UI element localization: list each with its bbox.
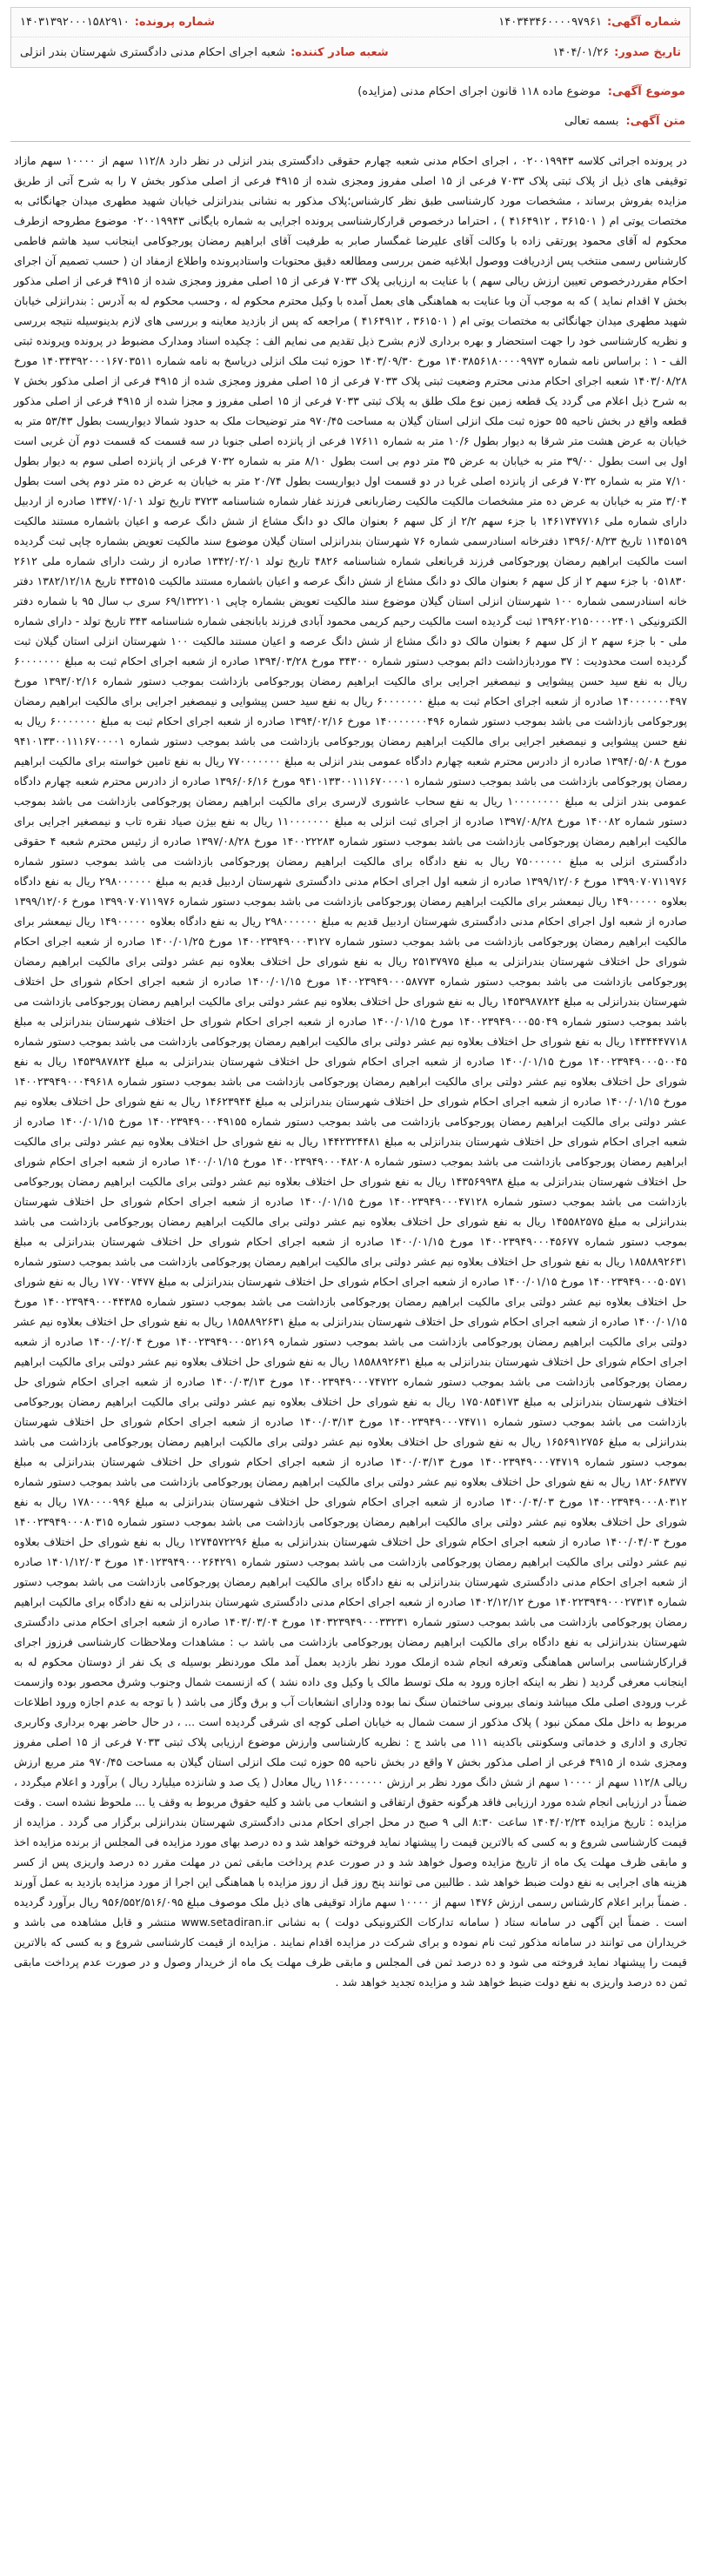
notice-meta <box>10 77 691 136</box>
subject-row <box>10 77 691 106</box>
text-row <box>10 106 691 136</box>
basmala: بسمه تعالی <box>564 114 619 128</box>
notice-header <box>10 7 691 68</box>
text-label: متن آگهی: <box>625 114 685 128</box>
notice-number-label: شماره آگهی: <box>606 16 681 29</box>
notice-number-field <box>498 16 681 29</box>
notice-number-value: ۱۴۰۳۴۳۴۶۰۰۰۰۹۷۹۶۱ <box>498 16 602 29</box>
subject-value: موضوع ماده ۱۱۸ قانون اجرای احکام مدنی (مزایده) <box>357 84 601 98</box>
issue-date-value: ۱۴۰۴/۰۱/۲۶ <box>552 45 610 59</box>
notice-body-text: در پرونده اجرائی کلاسه ۰۲۰۰۱۹۹۴۳ ، اجرای احکام مدنی شعبه چهارم حقوقی دادگستری بندر انزلی در نظر دارد ۱۱۲/۸ سهم از ۱۰۰۰۰ سهم مازاد توقیفی های ذیل از پلاک ثبتی پلاک ۷۰۳۳ فرعی از ۱۵ اصلی مفروز ومجزی شده از ۴۹۱۵ فرعی از اصلی مذکور بخش ۷ را به شرح آتی از طریق مزایده بفروش برساند ، مشخصات مورد کارشناسی طبق نظر کارشناس؛پلاک مذکور به نشانی بندرانزلی خیابان شهید مطهری میدان جهانگائی به مختصات یوتی ام ( ۳۶۱۵۰۱ ، ۴۱۶۴۹۱۲ ) ، احتراما درخصوص قرارکارشناسی پرونده اجرایی به شماره بایگانی ۰۲۰۰۱۹۹۴۳ موضوع مطروحه ازطرف محکوم له آقای محمود پورتقی زاده با وکالت آقای علیرضا غمگسار صابر به طرفیت آقای ابراهیم رمضان پورجوکامی اینجانب سید هاشم فاطمی کارشناس رسمی منتخب پس ازدریافت ووصول ابلاغیه ضمن بررسی ومطالعه دقیق محتویات واستادپرونده واطلاع ازمفاد ان ( حسب تصمیم آن اجرای احکام مقرردرخصوص تعیین ارزش ریالی سهم ) با عنایت به ارزیابی پلاک ۷۰۳۳ فرعی از ۱۵ اصلی مفروز ومجزی شده از ۴۹۱۵ فرعی از اصلی مذکور بخش ۷ اقدام نماید ) که به موجب آن وبا عنایت به هماهنگی های بعمل آمده با وکیل محترم محکوم له ، وحسب محکوم له به آدرس : بندرانزلی خیابان شهید مطهری میدان جهانگائی به مختصات یوتی ام ( ۳۶۱۵۰۱ ، ۴۱۶۴۹۱۲ ) مراجعه که پس از بازدید معاینه و بررسی های لازم بدینوسیله نتیجه بررسی و نظریه کارشناسی خود را جهت استحضار و بهره برداری لازم بشرح ذیل تقدیم می نمایم الف : چکیده اسناد ومدارک مضبوط در پرونده وپرونده ثبتی الف - ۱ : براساس نامه شماره ۱۴۰۳۸۵۶۱۸۰۰۰۰۹۹۷۳ مورخ ۱۴۰۳/۰۹/۳۰ حوزه ثبت ملک انزلی دریاسخ به نامه شماره ۱۴۰۳۴۳۹۲۰۰۰۱۶۷۰۳۵۱۱ مورخ ۱۴۰۳/۰۸/۲۸ شعبه اجرای احکام مدنی محترم وضعیت ثبتی پلاک ۷۰۳۳ فرعی از ۱۵ اصلی مفروز ومجزی شده از ۴۹۱۵ فرعی از اصلی مذکور بخش ۷ به شرح ذیل اعلام می گردد یک قطعه زمین نوع ملک طلق به پلاک ثبتی ۷۰۳۳ فرعی از ۱۵ اصلی مفروز و مجزا شده از ۴۹۱۵ فرعی از اصلی مذکور قطعه واقع در بخش ناحیه ۵۵ حوزه ثبت ملک انزلی استان گیلان به مساحت ۹۷۰/۴۵ متر توضیحات ملک به حدود شمالا دیواریست بطول ۵۳/۴۳ متر به خیابان به عرض هشت متر شرقا به دیوار بطول ۱۰/۶ متر به شماره ۱۷۶۱۱ فرعی از پانزده اصلی جنوبا در سه قسمت که قسمت دوم آن غربی است اول بی است بطول ۳۹/۰۰ متر به خیابان به عرض ۳۵ متر دوم بی است بطول ۸/۱۰ متر به شماره ۷۰۳۲ فرعی از پانزده اصلی سوم به دیوار بطول ۷/۱۰ متر به شماره ۷۰۳۲ فرعی از پانزده اصلی غربا در دو قسمت اول دیواریست بطول ۲۰/۷۴ متر به خیابان به عرض ده متر دوم پخی است بطول ۳/۰۴ متر به خیابان به عرض ده متر مشخصات مالکیت مالکیت رضاربانعی فرزند غفار شماره شناسنامه ۳۷۲۳ تاریخ تولد ۱۳۴۷/۰۱/۰۱ صادره از اردبیل دارای شماره ملی ۱۴۶۱۷۴۷۷۱۶ با جزء سهم ۲/۲ از کل سهم ۶ بعنوان مالک دو دانگ مشاع از شش دانگ عرصه و اعیان باشماره مستند مالکیت ۱۱۴۵۱۵۹ تاریخ ۱۳۹۶/۰۸/۲۳ دفترخانه اسنادرسمی شماره ۷۶ شهرستان بندرانزلی استان گیلان موضوع سند مالکیت تعویض بشماره چاپی ثبت گردیده است مالکیت ابراهیم رمضان پورجوکامی فرزند قربانعلی شماره شناسنامه ۴۸۲۶ تاریخ تولد ۱۳۴۲/۰۲/۰۱ صادره از رشت دارای شماره ملی ۲۶۱۲ ۰۵۱۸۳۰ با جزء سهم ۲ از کل سهم ۶ بعنوان مالک دو دانگ مشاع از شش دانگ عرصه و اعیان باشماره مستند مالکیت ۴۳۴۵۱۵ تاریخ ۱۳۸۲/۱۲/۱۸ دفتر خانه اسنادرسمی شماره ۱۰۰ شهرستان انزلی استان گیلان موضوع سند مالکیت تعویض بشماره چاپی ۶۹/۱۳۲۲۱۰۱ سری ب سال ۹۵ با شماره دفتر الکترونیکی ۱۳۹۶۲۰۲۱۵۰۰۰۰۲۴۰۱ ثبت گردیده است مالکیت رحیم کریمی محمود آبادی فرزند بابانجفی شماره شناسنامه ۳۴۳ تاریخ تولد - دارای شماره ملی - با جزء سهم ۲ از کل سهم ۶ بعنوان مالک دو دانگ مشاع از شش دانگ عرصه و اعیان مستند مالکیت ۱۰۰ شهرستان انزلی استان گیلان ثبت گردیده است محدودیت : ۳۷ موردبازداشت دائم بموجب دستور شماره ۳۴۳۰۰ مورخ ۱۳۹۴/۰۳/۲۸ صادره از شعبه اجرای احکام ثبت به مبلغ ۶۰۰۰۰۰۰۰ ریال به نفع سید حسن پیشوایی و نیمصغیر اجرایی برای مالکیت ابراهیم رمضان پورجوکامی بازداشت بموجب دستور شماره ۱۳۹۳/۰۲/۱۶ مورخ ۱۴۰۰۰۰۰۰۰۴۹۷ صادره از شعبه اجرای احکام ثبت به مبلغ ۶۰۰۰۰۰۰۰ ریال به نفع سید حسن پیشوایی و نیمصغیر اجرایی برای مالکیت ابراهیم رمضان پورجوکامی بازداشت می باشد بموجب دستور شماره ۱۴۰۰۰۰۰۰۰۴۹۶ مورخ ۱۳۹۴/۰۲/۱۶ صادره از شعبه اجرای احکام ثبت به مبلغ ۶۰۰۰۰۰۰۰ ریال به نفع حسن پیشوایی و نیمصغیر اجرایی برای مالکیت ابراهیم رمضان پورجوکامی بازداشت می باشد بموجب دستور شماره ۹۴۱۰۱۳۳۰۰۱۱۱۶۷۰۰۰۰۱ مورخ ۱۳۹۴/۰۵/۰۸ صادره از دادرس محترم شعبه چهارم دادگاه عمومی بندر انزلی به مبلغ ۷۷۰۰۰۰۰۰۰ ریال به نفع تامین خواسته برای مالکیت ابراهیم رمضان پورجوکامی بازداشت می باشد بموجب دستور شماره ۹۴۱۰۱۳۳۰۰۱۱۱۶۷۰۰۰۰۱ مورخ ۱۳۹۶/۰۶/۱۶ صادره از دادرس محترم شعبه چهارم دادگاه عمومی بندر انزلی به مبلغ ۱۰۰۰۰۰۰۰۰ ریال به نفع سحاب عاشوری لارسری برای مالکیت ابراهیم رمضان پورجوکامی بازداشت می باشد بموجب دستور شماره ۱۴۰۰۸۲ مورخ ۱۳۹۷/۰۸/۲۸ صادره از اجرای ثبت انزلی به مبلغ ۱۱۰۰۰۰۰۰۰ ریال به نفع بیژن صیاد نقره تاب و نیمصغیر اجرایی برای مالکیت ابراهیم رمضان پورجوکامی بازداشت می باشد بموجب دستور شماره ۱۴۰۰۲۲۲۸۳ مورخ ۱۳۹۷/۰۸/۲۸ صادره از رئیس محترم شعبه ۴ حقوقی دادگستری انزلی به مبلغ ۷۵۰۰۰۰۰۰ ریال به نفع دادگاه برای مالکیت ابراهیم رمضان پورجوکامی بازداشت می باشد بموجب دستور شماره ۱۳۹۹۰۷۰۷۱۱۹۷۶ مورخ ۱۳۹۹/۱۲/۰۶ صادره از شعبه اول اجرای احکام مدنی دادگستری شهرستان اردبیل قدیم به مبلغ ۲۹۸۰۰۰۰۰۰ ریال به نفع دادگاه بعلاوه ۱۴۹۰۰۰۰۰ ریال نیمعشر برای مالکیت ابراهیم رمضان پورجوکامی بازداشت می باشد بموجب دستور شماره ۱۳۹۹۰۷۰۷۱۱۹۷۶ مورخ ۱۳۹۹/۱۲/۰۶ صادره از شعبه اول اجرای احکام مدنی دادگستری شهرستان اردبیل قدیم به مبلغ ۲۹۸۰۰۰۰۰۰ ریال به نفع دادگاه بعلاوه ۱۴۹۰۰۰۰۰ ریال نیمعشر برای مالکیت ابراهیم رمضان پورجوکامی بازداشت می باشد بموجب دستور شماره ۱۴۰۰۲۳۹۴۹۰۰۰۳۱۲۷ مورخ ۱۴۰۰/۰۱/۲۵ صادره از شعبه اجرای احکام شورای حل اختلاف شهرستان بندرانزلی به مبلغ ۲۵۱۳۷۹۷۵ ریال به نفع شورای حل اختلاف بعلاوه نیم عشر دولتی برای مالکیت ابراهیم رمضان پورجوکامی بازداشت می باشد بموجب دستور شماره ۱۴۰۰۲۳۹۴۹۰۰۰۵۸۷۷۳ مورخ ۱۴۰۰/۰۱/۱۵ صادره از شعبه اجرای احکام شورای حل اختلاف شهرستان بندرانزلی به مبلغ ۱۴۵۳۹۸۷۸۲۴ ریال به نفع شورای حل اختلاف بعلاوه نیم عشر دولتی برای مالکیت ابراهیم رمضان پورجوکامی بازداشت می باشد بموجب دستور شماره ۱۴۰۰۲۳۹۴۹۰۰۰۵۵۰۴۹ مورخ ۱۴۰۰/۰۱/۱۵ صادره از شعبه اجرای احکام شورای حل اختلاف شهرستان بندرانزلی به مبلغ ۱۴۳۴۴۴۷۷۱۸ ریال به نفع شورای حل اختلاف بعلاوه نیم عشر دولتی برای مالکیت ابراهیم رمضان پورجوکامی بازداشت می باشد بموجب دستور شماره ۱۴۰۰۲۳۹۴۹۰۰۰۵۰۰۴۵ مورخ ۱۴۰۰/۰۱/۱۵ صادره از شعبه اجرای احکام شورای حل اختلاف شهرستان بندرانزلی به مبلغ ۱۴۵۳۹۸۷۸۲۴ ریال به نفع شورای حل اختلاف بعلاوه نیم عشر دولتی برای مالکیت ابراهیم رمضان پورجوکامی بازداشت می باشد بموجب دستور شماره ۱۴۰۰۲۳۹۴۹۰۰۰۴۹۶۱۸ مورخ ۱۴۰۰/۰۱/۱۵ صادره از شعبه اجرای احکام شورای حل اختلاف شهرستان بندرانزلی به مبلغ ۱۴۶۲۳۹۴۴ ریال به نفع شورای حل اختلاف بعلاوه نیم عشر دولتی برای مالکیت ابراهیم رمضان پورجوکامی بازداشت می باشد بموجب دستور شماره ۱۴۰۰۲۳۹۴۹۰۰۰۴۹۱۵۵ مورخ ۱۴۰۰/۰۱/۱۵ صادره از شعبه اجرای احکام شورای حل اختلاف شهرستان بندرانزلی به مبلغ ۱۴۴۲۳۲۴۴۸۱ ریال به نفع شورای حل اختلاف بعلاوه نیم عشر دولتی برای مالکیت ابراهیم رمضان پورجوکامی بازداشت می باشد بموجب دستور شماره ۱۴۰۰۲۳۹۴۹۰۰۰۴۸۲۰۸ مورخ ۱۴۰۰/۰۱/۱۵ صادره از شعبه اجرای احکام شورای حل اختلاف شهرستان بندرانزلی به مبلغ ۱۴۳۵۶۹۹۳۸ ریال به نفع شورای حل اختلاف بعلاوه نیم عشر دولتی برای مالکیت ابراهیم رمضان پورجوکامی بازداشت می باشد بموجب دستور شماره ۱۴۰۰۲۳۹۴۹۰۰۰۴۷۱۲۸ مورخ ۱۴۰۰/۰۱/۱۵ صادره از شعبه اجرای احکام شورای حل اختلاف شهرستان بندرانزلی به مبلغ ۱۴۵۵۸۲۵۷۵ ریال به نفع شورای حل اختلاف بعلاوه نیم عشر دولتی برای مالکیت ابراهیم رمضان پورجوکامی بازداشت می باشد بموجب دستور شماره ۱۴۰۰۲۳۹۴۹۰۰۰۴۵۶۷۷ مورخ ۱۴۰۰/۰۱/۱۵ صادره از شعبه اجرای احکام شورای حل اختلاف شهرستان بندرانزلی به مبلغ ۱۸۵۸۸۹۲۶۳۱ ریال به نفع شورای حل اختلاف بعلاوه نیم عشر دولتی برای مالکیت ابراهیم رمضان پورجوکامی بازداشت می باشد بموجب دستور شماره ۱۴۰۰۲۳۹۴۹۰۰۰۵۰۵۷۱ مورخ ۱۴۰۰/۰۱/۱۵ صادره از شعبه اجرای احکام شورای حل اختلاف شهرستان بندرانزلی به مبلغ ۱۷۷۰۰۷۴۷۷ ریال به نفع شورای حل اختلاف بعلاوه نیم عشر دولتی برای مالکیت ابراهیم رمضان پورجوکامی بازداشت می باشد بموجب دستور شماره ۱۴۰۰۲۳۹۴۹۰۰۰۴۴۳۸۵ مورخ ۱۴۰۰/۰۱/۱۵ صادره از شعبه اجرای احکام شورای حل اختلاف شهرستان بندرانزلی به مبلغ ۱۸۵۸۸۹۲۶۳۱ ریال به نفع شورای حل اختلاف بعلاوه نیم عشر دولتی برای مالکیت ابراهیم رمضان پورجوکامی بازداشت می باشد بموجب دستور شماره ۱۴۰۰۲۳۹۴۹۰۰۰۵۲۱۶۹ مورخ ۱۴۰۰/۰۲/۰۴ صادره از شعبه اجرای احکام شورای حل اختلاف شهرستان بندرانزلی به مبلغ ۱۸۵۸۸۹۲۶۳۱ ریال به نفع شورای حل اختلاف بعلاوه نیم عشر دولتی برای مالکیت ابراهیم رمضان پورجوکامی بازداشت می باشد بموجب دستور شماره ۱۴۰۰۲۳۹۴۹۰۰۰۷۴۷۲۲ مورخ ۱۴۰۰/۰۳/۱۳ صادره از شعبه اجرای احکام شورای حل اختلاف شهرستان بندرانزلی به مبلغ ۱۷۵۰۸۵۴۱۷۳ ریال به نفع شورای حل اختلاف بعلاوه نیم عشر دولتی برای مالکیت ابراهیم رمضان پورجوکامی بازداشت می باشد بموجب دستور شماره ۱۴۰۰۲۳۹۴۹۰۰۰۷۴۷۱۱ مورخ ۱۴۰۰/۰۳/۱۳ صادره از شعبه اجرای احکام شورای حل اختلاف شهرستان بندرانزلی به مبلغ ۱۶۵۶۹۱۲۷۵۶ ریال به نفع شورای حل اختلاف بعلاوه نیم عشر دولتی برای مالکیت ابراهیم رمضان پورجوکامی بازداشت می باشد بموجب دستور شماره ۱۴۰۰۲۳۹۴۹۰۰۰۷۴۷۱۹ مورخ ۱۴۰۰/۰۳/۱۳ صادره از شعبه اجرای احکام شورای حل اختلاف شهرستان بندرانزلی به مبلغ ۱۸۲۰۶۸۳۷۷ ریال به نفع شورای حل اختلاف بعلاوه نیم عشر دولتی برای مالکیت ابراهیم رمضان پورجوکامی بازداشت می باشد بموجب دستور شماره ۱۴۰۰۲۳۹۴۹۰۰۰۸۰۳۱۲ مورخ ۱۴۰۰/۰۴/۰۳ صادره از شعبه اجرای احکام شورای حل اختلاف شهرستان بندرانزلی به مبلغ ۱۷۸۰۰۰۰۹۹۶ ریال به نفع شورای حل اختلاف بعلاوه نیم عشر دولتی برای مالکیت ابراهیم رمضان پورجوکامی بازداشت می باشد بموجب دستور شماره ۱۴۰۰۲۳۹۴۹۰۰۰۸۰۳۱۵ مورخ ۱۴۰۰/۰۴/۰۳ صادره از شعبه اجرای احکام شورای حل اختلاف شهرستان بندرانزلی به مبلغ ۱۲۷۴۵۷۲۲۹۶ ریال به نفع شورای حل اختلاف بعلاوه نیم عشر دولتی برای مالکیت ابراهیم رمضان پورجوکامی بازداشت می باشد بموجب دستور شماره ۱۴۰۱۲۳۹۴۹۰۰۰۲۶۴۲۹۱ مورخ ۱۴۰۱/۱۲/۰۳ صادره از شعبه اجرای احکام مدنی دادگستری شهرستان بندرانزلی به نفع دادگاه برای مالکیت ابراهیم رمضان پورجوکامی بازداشت می باشد بموجب دستور شماره ۱۴۰۲۲۳۹۴۹۰۰۰۲۷۳۱۴ مورخ ۱۴۰۲/۱۲/۱۲ صادره از شعبه اجرای احکام مدنی دادگستری شهرستان بندرانزلی به نفع دادگاه برای مالکیت ابراهیم رمضان پورجوکامی بازداشت می باشد بموجب دستور شماره ۱۴۰۳۲۳۹۴۹۰۰۰۳۳۲۳۱ مورخ ۱۴۰۳/۰۳/۰۴ صادره از شعبه اجرای احکام مدنی دادگستری شهرستان بندرانزلی به نفع دادگاه برای مالکیت ابراهیم رمضان پورجوکامی بازداشت می باشد ب : مشاهدات وملاحظات کارشناسی فرزوز اجرای قرارکارشناسی براساس هماهنگی وتعرفه انجام شده ازملک مورد نظر بازدید بعمل آمد ملک موردنظر بوسیله ی یک نفر از دوستان محکوم له به اینجانب معرفی گردید ( نظر به اینکه اجازه ورود به ملک توسط مالک یا وکیل وی داده نشد ) که ازنسمت شمال وجنوب وشرق محصور بوده وازسمت غرب ورودی اصلی ملک میباشد ونمای بیرونی ساختمان سنگ نما بوده ودارای انشعابات آب و برق وگاز می باشد ( با توجه به عدم اجازه ورود اطلاعات مربوط به داخل ملک ممکن نبود ) پلاک مذکور از سمت شمال به خیابان اصلی کوچه ای شرقی گردیده است ... ، در حال حاضر بهره برداری وکاربری تجاری و اداری و خدماتی وسکونتی باکدینه ۱۱۱ می باشد ج : نظریه کارشناسی وارزش موضوع ارزیابی پلاک ثبتی ۷۰۳۳ فرعی از ۱۵ اصلی مفروز ومجزی شده از ۴۹۱۵ فرعی از اصلی مذکور بخش ۷ واقع در بخش ناحیه ۵۵ حوزه ثبت ملک انزلی استان گیلان به مساحت ۹۷۰/۴۵ متر مربع ارزش ریالی ۱۱۲/۸ سهم از ۱۰۰۰۰ سهم از شش دانگ مورد نظر بر ارزش ۱۱۶۰۰۰۰۰۰۰ ریال معادل ( یک صد و شانزده میلیارد ریال ) برآورد و اعلام میگردد ، ضمناً در ارزیابی انجام شده مورد ارزیابی فاقد هرگونه حقوق ارتفاقی و انشعاب می باشد و کلیه حقوق مربوط به وقف یا ... ملحوظ نشده است . وقت مزایده : تاریخ مزایده ۱۴۰۴/۰۲/۲۴ ساعت ۸:۳۰ الی ۹ صبح در محل اجرای احکام مدنی دادگستری شهرستان بندرانزلی برگزار می گردد . مزایده از قیمت کارشناسی شروع و به کسی که بالاترین قیمت را پیشنهاد نماید فروخته خواهد شد و ده درصد بهای مورد مزایده فی المجلس از برنده مزایده اخذ و مابقی ظرف مهلت یک ماه از تاریخ مزایده وصول خواهد شد و در صورت عدم پرداخت مابقی ثمن در مهلت مقرر ده درصد واریزی پس از کسر هزینه های اجرایی به نفع دولت ضبط خواهد شد . طالبین می توانند پنج روز قبل از روز مزایده با هماهنگی این اجرا از مورد مزایده بازدید به عمل آورند . ضمناً برابر اعلام کارشناس رسمی ارزش ۱۴۷۶ سهم از ۱۰۰۰۰ سهم مازاد توقیفی های ذیل ملک موصوف مبلغ ۹۵۶/۵۵۲/۵۱۶/۰۹۵ ریال برآورد گردیده است . ضمناً این آگهی در سامانه ستاد ( سامانه تدارکات الکترونیکی دولت ) به نشانی www.setadiran.ir منتشر و قابل مشاهده می باشد و خریداران می توانند در سامانه مذکور ثبت نام نموده و برای شرکت در مزایده اقدام نمایند . مزایده از قیمت کارشناسی شروع و به کسی که بالاترین قیمت را پیشنهاد نماید فروخته می شود و ده درصد ثمن فی المجلس و مابقی ظرف مهلت یک ماه از خریدار وصول و در صورت عدم پرداخت مابقی ثمن ده درصد واریزی به نفع دولت ضبط خواهد شد و مزایده تجدید خواهد شد . <box>14 154 688 1989</box>
issuer-value: شعبه اجرای احکام مدنی دادگستری شهرستان بندر انزلی <box>20 45 286 59</box>
issuer-field <box>20 46 389 59</box>
subject-label: موضوع آگهی: <box>607 84 685 98</box>
case-number-value: ۱۴۰۳۱۳۹۲۰۰۰۱۵۸۲۹۱۰ <box>20 16 130 29</box>
issue-date-label: تاریخ صدور: <box>614 45 681 59</box>
case-number-label: شماره پرونده: <box>134 16 216 29</box>
header-row-issuer <box>11 37 690 67</box>
divider <box>10 141 691 142</box>
issuer-label: شعبه صادر کننده: <box>290 45 389 59</box>
issue-date-field <box>553 46 681 59</box>
case-number-field <box>20 16 215 29</box>
header-row-numbers <box>11 8 690 37</box>
